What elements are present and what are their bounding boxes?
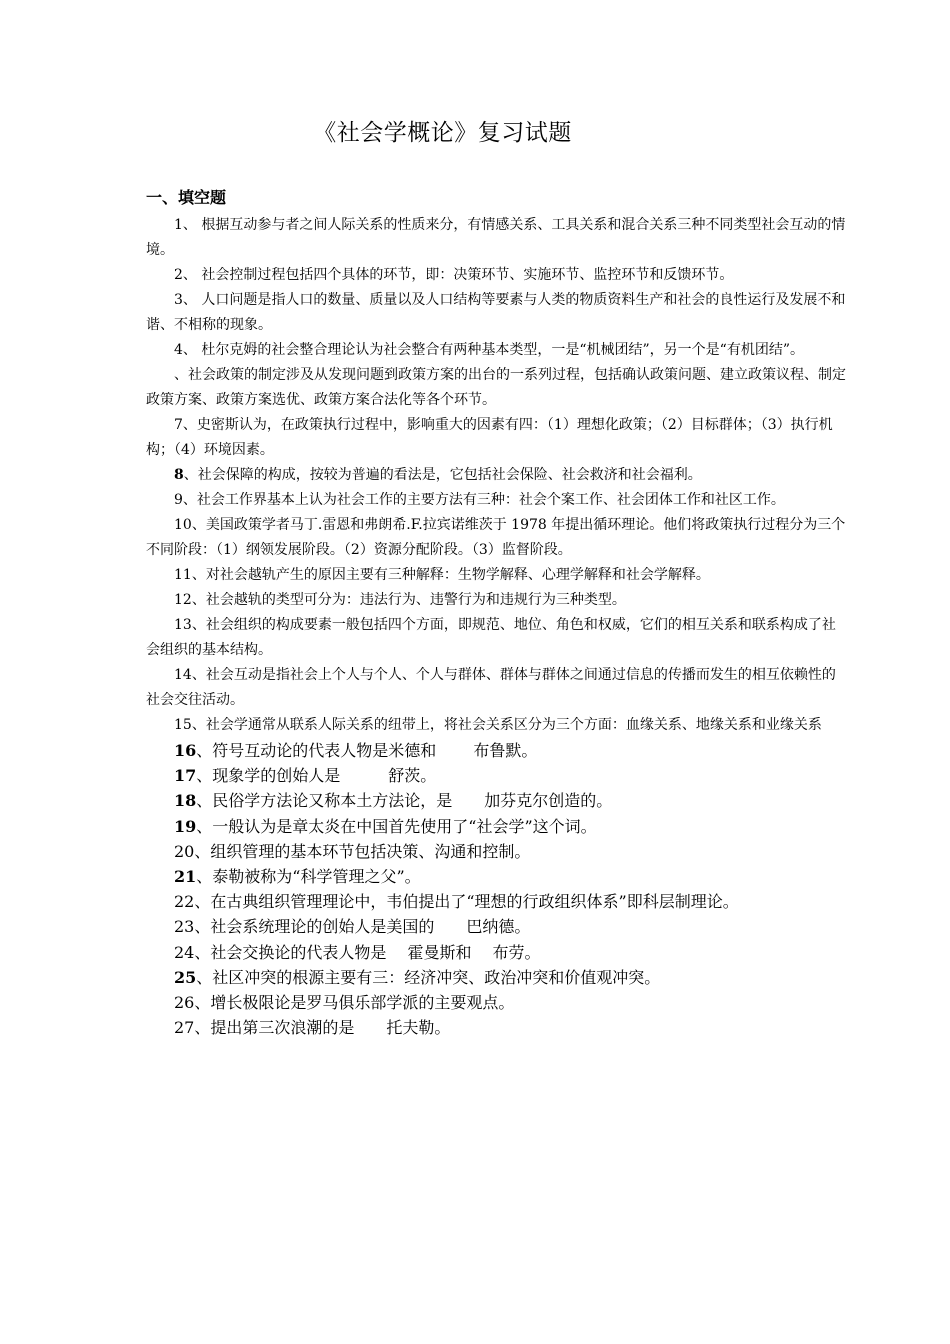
question-item [146,263,846,288]
question-text: 、社会交换论的代表人物是 霍曼斯和 布劳。 [194,942,541,962]
question-item [146,513,846,563]
question-number: 4、 [174,342,197,358]
question-item [146,213,846,263]
question-list [146,213,846,1040]
question-text: 、提出第三次浪潮的是 托夫勒。 [194,1018,451,1038]
question-text: 、社会越轨的类型可分为：违法行为、违警行为和违规行为三种类型。 [191,592,626,608]
question-text: 、美国政策学者马丁.雷恩和弗朗希.F.拉宾诺维茨于 1978 年提出循环理论。他们将政策执行过程分为三个不同阶段：（1）纲领发展阶段。（2）资源分配阶段。（3）监督阶段。 [146,517,846,558]
question-text: 、史密斯认为，在政策执行过程中，影响重大的因素有四：（1）理想化政策；（2）目标群体；（3）执行机构；（4）环境因素。 [146,417,833,458]
question-text: 、组织管理的基本环节包括决策、沟通和控制。 [194,841,531,861]
question-number: 21 [174,867,197,887]
question-item [146,488,846,513]
question-text: 根据互动参与者之间人际关系的性质来分，有情感关系、工具关系和混合关系三种不同类型社会互动的情境。 [146,217,846,258]
question-text: 、增长极限论是罗马俱乐部学派的主要观点。 [194,993,515,1013]
question-number: 16 [174,741,197,760]
question-item [146,940,846,965]
question-number: 2、 [174,267,197,283]
document-title: 《社会学概论》复习试题 [313,120,572,146]
question-item [146,288,846,338]
question-number: 14 [174,667,192,683]
question-item [146,990,846,1015]
question-text: 、一般认为是章太炎在中国首先使用了“社会学”这个词。 [196,816,597,836]
question-text: 、社会保障的构成，按较为普遍的看法是，它包括社会保险、社会救济和社会福利。 [183,467,702,483]
question-text: 、社会系统理论的创始人是美国的 巴纳德。 [194,917,531,937]
question-item [146,914,846,939]
question-text: 、对社会越轨产生的原因主要有三种解释：生物学解释、心理学解释和社会学解释。 [191,567,710,583]
question-number: 9 [174,492,183,508]
question-number: 3、 [174,292,197,308]
question-number: 13 [174,617,192,633]
question-item [146,738,846,763]
question-item [146,839,846,864]
question-number: 20 [174,841,195,861]
question-item [146,965,846,990]
question-number: 27 [174,1018,195,1038]
question-item [146,338,846,363]
question-text: 社会控制过程包括四个具体的环节，即：决策环节、实施环节、监控环节和反馈环节。 [196,267,734,283]
question-number: 12 [174,592,192,608]
question-text: 杜尔克姆的社会整合理论认为社会整合有两种基本类型，一是“机械团结”，另一个是“有机团结”。 [196,342,804,358]
question-text: 、符号互动论的代表人物是米德和 布鲁默。 [196,741,538,760]
question-text: 人口问题是指人口的数量、质量以及人口结构等要素与人类的物质资料生产和社会的良性运行及发展不和谐、不相称的现象。 [146,292,846,333]
question-item [146,814,846,839]
question-item [146,1015,846,1040]
question-text: 、社会工作界基本上认为社会工作的主要方法有三种：社会个案工作、社会团体工作和社区工作。 [182,492,785,508]
question-item [146,563,846,588]
question-item [146,363,846,413]
question-number: 23 [174,917,195,937]
question-item [146,463,846,488]
question-number: 24 [174,942,195,962]
question-number: 15 [174,717,192,733]
question-text: 、民俗学方法论又称本土方法论，是 加芬克尔创造的。 [196,791,613,811]
question-item [146,588,846,613]
question-number: 18 [174,791,197,811]
question-text: 、社会组织的构成要素一般包括四个方面，即规范、地位、角色和权威，它们的相互关系和联系构成了社会组织的基本结构。 [146,617,836,658]
section-heading-fill-in-blank: 一、填空题 [146,188,227,207]
question-text: 、现象学的创始人是 舒茨。 [196,766,437,786]
question-number: 8 [174,467,184,483]
question-item [146,788,846,813]
question-number: 1、 [174,217,197,233]
question-number: 19 [174,816,197,836]
question-number: 11 [174,567,192,583]
question-text: 、社会互动是指社会上个人与个人、个人与群体、群体与群体之间通过信息的传播而发生的相互依赖性的社会交往活动。 [146,667,836,708]
question-item [146,663,846,713]
question-text: 、在古典组织管理理论中，韦伯提出了“理想的行政组织体系”即科层制理论。 [194,892,739,912]
question-number: 26 [174,993,195,1013]
question-item [146,889,846,914]
question-number: 25 [174,967,197,987]
question-item [146,864,846,889]
question-number: 10 [174,517,192,533]
question-number: 17 [174,766,197,786]
question-item [146,613,846,663]
question-number: 22 [174,892,195,912]
question-text: 、社会政策的制定涉及从发现问题到政策方案的出台的一系列过程，包括确认政策问题、建立政策议程、制定政策方案、政策方案选优、政策方案合法化等各个环节。 [146,367,846,408]
question-item [146,763,846,788]
question-number: 7 [174,417,183,433]
question-item [146,713,846,738]
question-text: 、社会学通常从联系人际关系的纽带上，将社会关系区分为三个方面：血缘关系、地缘关系和业缘关系 [191,717,822,733]
question-item [146,413,846,463]
question-text: 、社区冲突的根源主要有三：经济冲突、政治冲突和价值观冲突。 [196,967,661,987]
question-text: 、泰勒被称为“科学管理之父”。 [196,867,421,887]
